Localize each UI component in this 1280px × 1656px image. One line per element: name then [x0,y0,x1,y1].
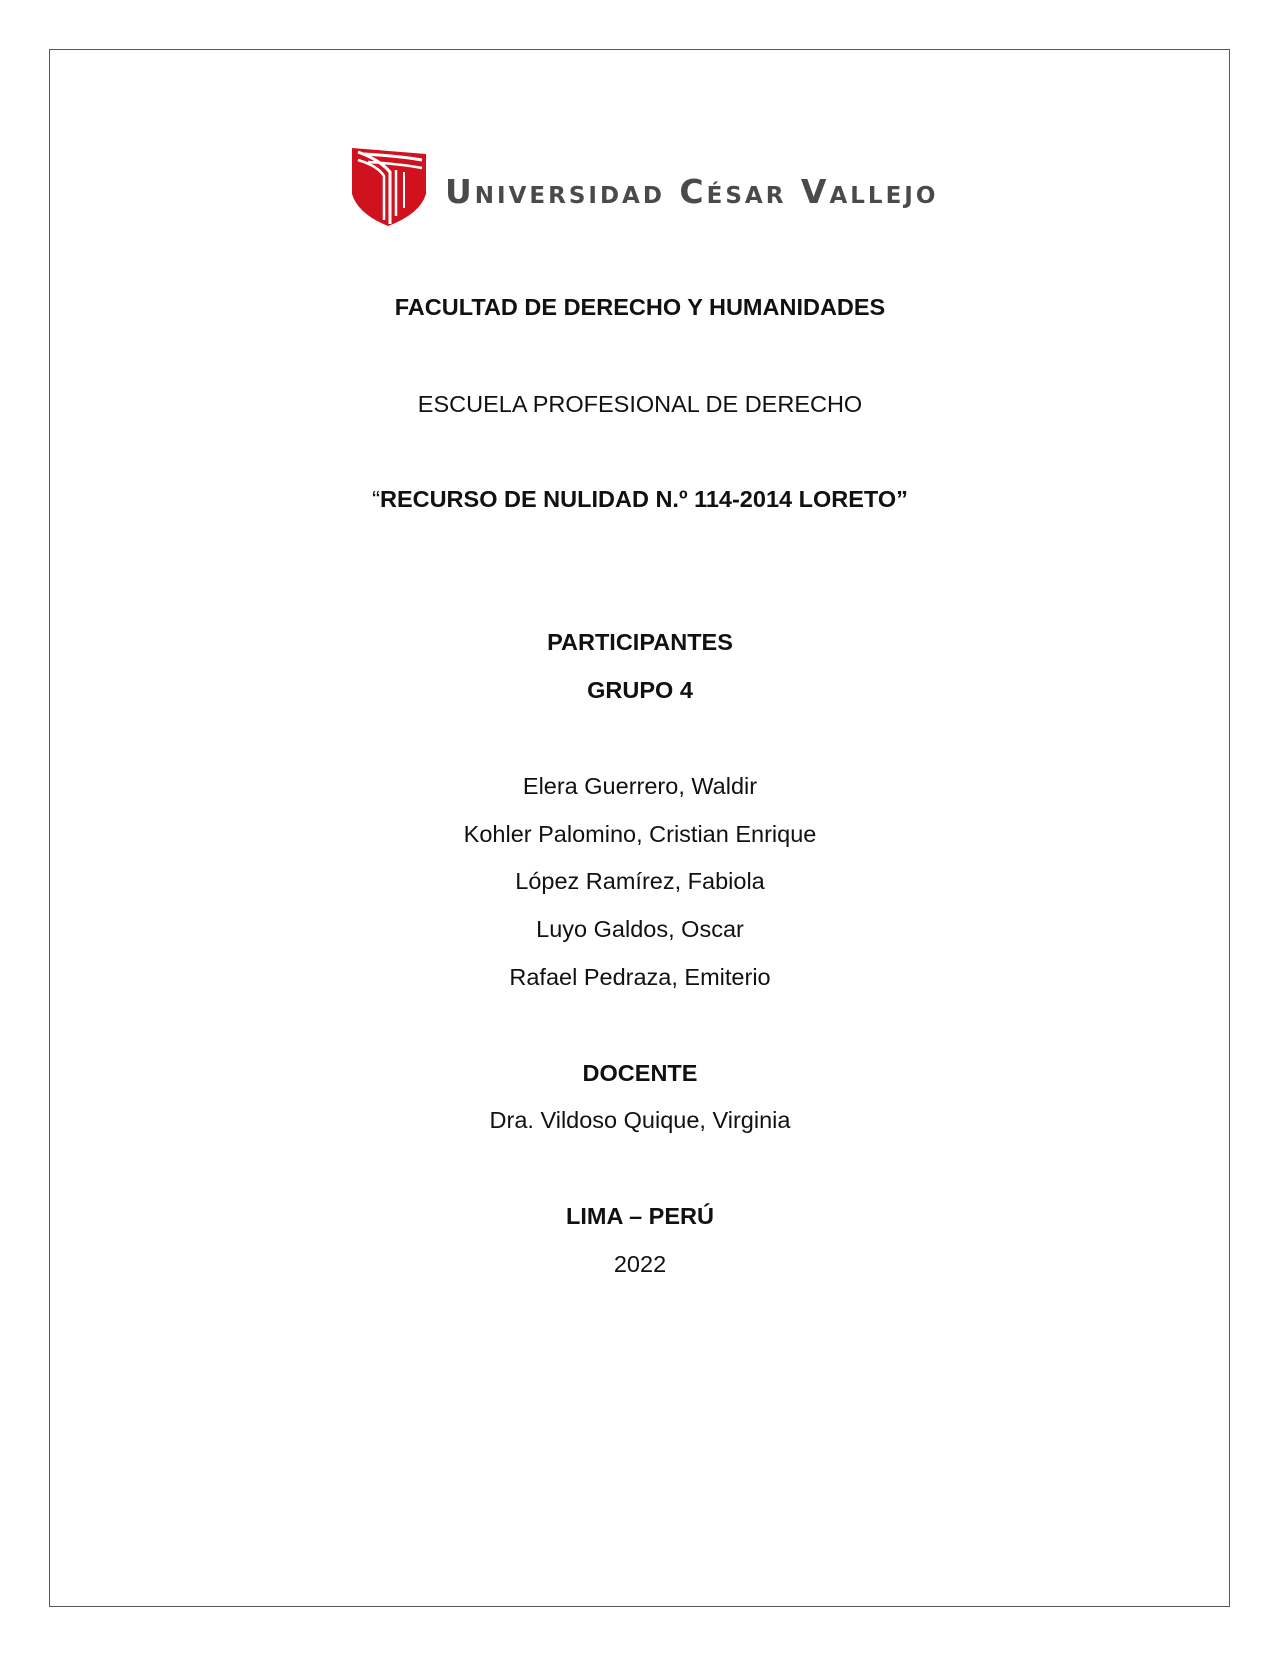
school-heading: ESCUELA PROFESIONAL DE DERECHO [417,391,863,417]
participant-name: Elera Guerrero, Waldir [522,773,758,799]
participant-name: Kohler Palomino, Cristian Enrique [463,821,817,847]
participant-name: López Ramírez, Fabiola [515,868,765,894]
title-text: RECURSO DE NULIDAD N.º 114-2014 LORETO” [379,486,908,512]
faculty-heading: FACULTAD DE DERECHO Y HUMANIDADES [394,294,886,320]
participant-name: Luyo Galdos, Oscar [536,916,744,942]
location-label: LIMA – PERÚ [566,1203,714,1229]
ucv-shield-icon [350,146,428,228]
university-name-wordmark: Universidad César Vallejo [445,172,939,211]
university-logo [350,146,939,228]
year-label: 2022 [613,1251,667,1277]
teacher-heading: DOCENTE [582,1060,698,1086]
title-open-quote: “ [372,486,380,512]
teacher-name: Dra. Vildoso Quique, Virginia [489,1107,791,1133]
group-label: GRUPO 4 [587,677,693,703]
document-title [0,484,1280,514]
participants-heading: PARTICIPANTES [547,629,733,655]
participant-name: Rafael Pedraza, Emiterio [509,964,771,990]
